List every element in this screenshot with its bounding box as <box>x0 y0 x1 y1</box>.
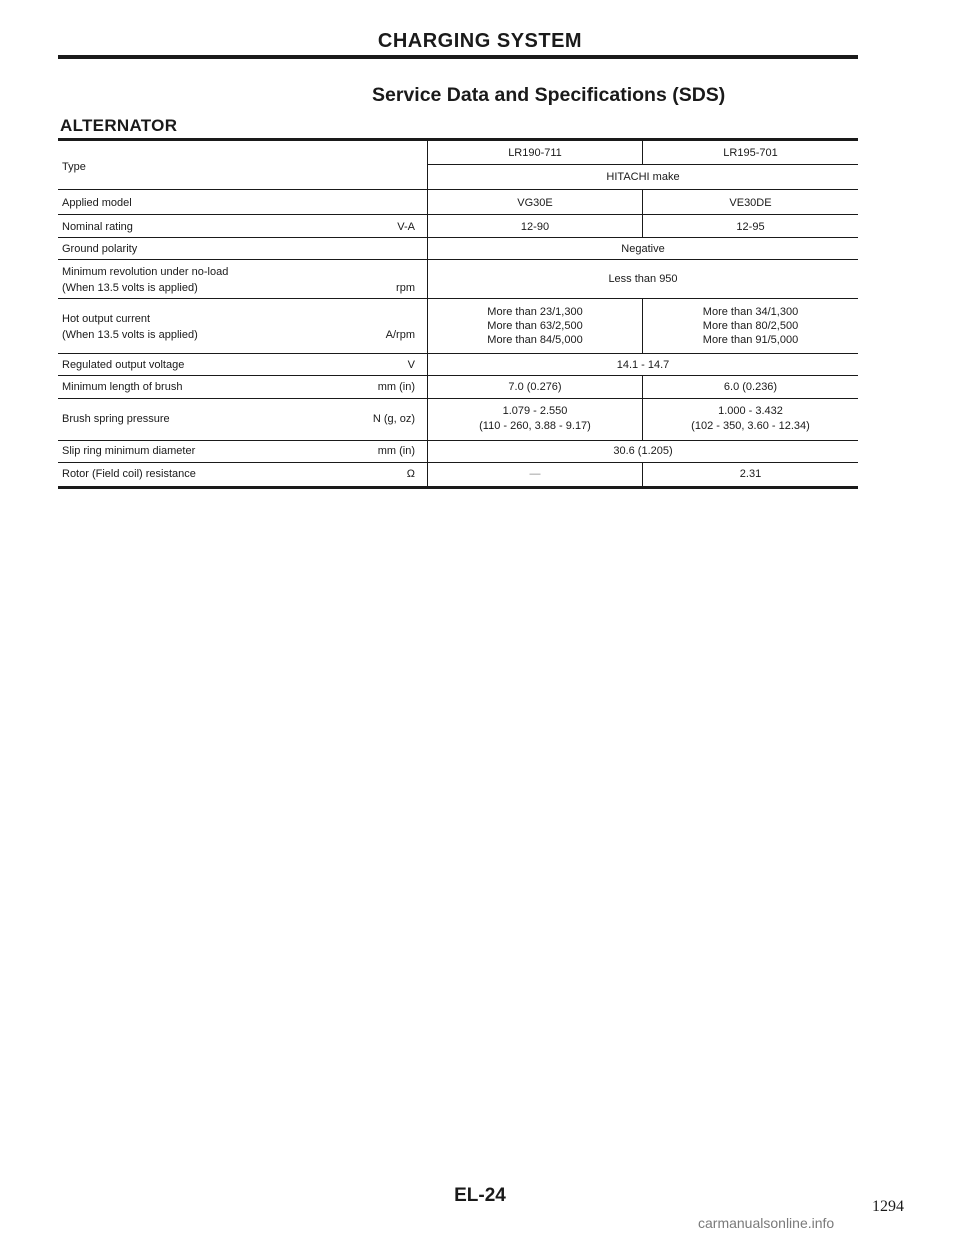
brush-spring-2-line: 1.000 - 3.432 <box>718 405 783 417</box>
type-divider <box>428 164 858 165</box>
nominal-rating-unit: V-A <box>397 221 415 233</box>
slip-ring-label: Slip ring minimum diameter <box>62 445 196 457</box>
hot-output-1-line: More than 23/1,300 <box>487 306 583 318</box>
type-label: Type <box>62 161 86 173</box>
row-divider <box>58 189 858 190</box>
hot-output-label: Hot output current <box>62 313 151 325</box>
table-bottom-rule <box>58 486 858 489</box>
hot-output-1-line: More than 63/2,500 <box>487 320 583 332</box>
type-model-1: LR190-711 <box>508 147 562 159</box>
rotor-resistance-2: 2.31 <box>739 468 762 480</box>
brush-length-1: 7.0 (0.276) <box>508 381 562 393</box>
brush-spring-2-line: (102 - 350, 3.60 - 12.34) <box>691 420 810 432</box>
slip-ring-value: 30.6 (1.205) <box>613 445 673 457</box>
brush-length-label: Minimum length of brush <box>62 381 183 393</box>
row-divider <box>58 298 858 299</box>
row-divider <box>58 237 858 238</box>
nominal-rating-2: 12-95 <box>736 221 765 233</box>
regulated-voltage-value: 14.1 - 14.7 <box>616 359 670 371</box>
type-maker: HITACHI make <box>606 171 680 183</box>
brush-spring-label: Brush spring pressure <box>62 413 170 425</box>
watermark: carmanualsonline.info <box>698 1215 835 1231</box>
row-divider <box>58 440 858 441</box>
page-code: EL-24 <box>454 1185 506 1206</box>
row-divider <box>58 462 858 463</box>
brush-spring-1-line: (110 - 260, 3.88 - 9.17) <box>479 420 591 432</box>
hot-output-1-line: More than 84/5,000 <box>487 334 583 346</box>
brush-length-unit: mm (in) <box>377 381 415 393</box>
row-divider <box>58 259 858 260</box>
row-divider <box>58 214 858 215</box>
nominal-rating-1: 12-90 <box>520 221 550 233</box>
section-heading: ALTERNATOR <box>60 116 178 135</box>
type-model-2: LR195-701 <box>723 147 778 159</box>
nominal-rating-label: Nominal rating <box>62 221 133 233</box>
hot-output-2-line: More than 91/5,000 <box>702 334 799 346</box>
ground-polarity-label: Ground polarity <box>62 243 138 255</box>
section-subtitle: Service Data and Specifications (SDS) <box>372 84 726 106</box>
brush-length-2: 6.0 (0.236) <box>723 381 778 393</box>
regulated-voltage-label: Regulated output voltage <box>62 359 185 371</box>
page-title: CHARGING SYSTEM <box>377 30 583 52</box>
slip-ring-unit: mm (in) <box>377 445 415 457</box>
row-divider <box>58 353 858 354</box>
regulated-voltage-unit: V <box>407 359 415 371</box>
min-revolution-condition: (When 13.5 volts is applied) <box>62 282 198 294</box>
rotor-resistance-label: Rotor (Field coil) resistance <box>62 468 196 480</box>
min-revolution-unit: rpm <box>396 282 415 294</box>
rotor-resistance-1: — <box>529 468 541 480</box>
ground-polarity-value: Negative <box>621 243 665 255</box>
min-revolution-value: Less than 950 <box>608 273 678 285</box>
row-divider <box>58 375 858 376</box>
ohm-unit: Ω <box>406 468 415 480</box>
brush-spring-1-line: 1.079 - 2.550 <box>502 405 568 417</box>
hot-output-unit: A/rpm <box>385 329 415 341</box>
min-revolution-label: Minimum revolution under no-load <box>62 266 229 278</box>
applied-model-label: Applied model <box>62 197 132 209</box>
brush-spring-unit: N (g, oz) <box>372 413 415 425</box>
hot-output-2-line: More than 80/2,500 <box>702 320 799 332</box>
applied-model-2: VE30DE <box>729 197 772 209</box>
hot-output-2-line: More than 34/1,300 <box>702 306 799 318</box>
hot-output-condition: (When 13.5 volts is applied) <box>62 329 198 341</box>
page-number: 1294 <box>872 1198 904 1215</box>
row-divider <box>58 398 858 399</box>
table-top-rule <box>58 138 858 141</box>
applied-model-1: VG30E <box>517 197 553 209</box>
header-rule <box>58 55 858 59</box>
